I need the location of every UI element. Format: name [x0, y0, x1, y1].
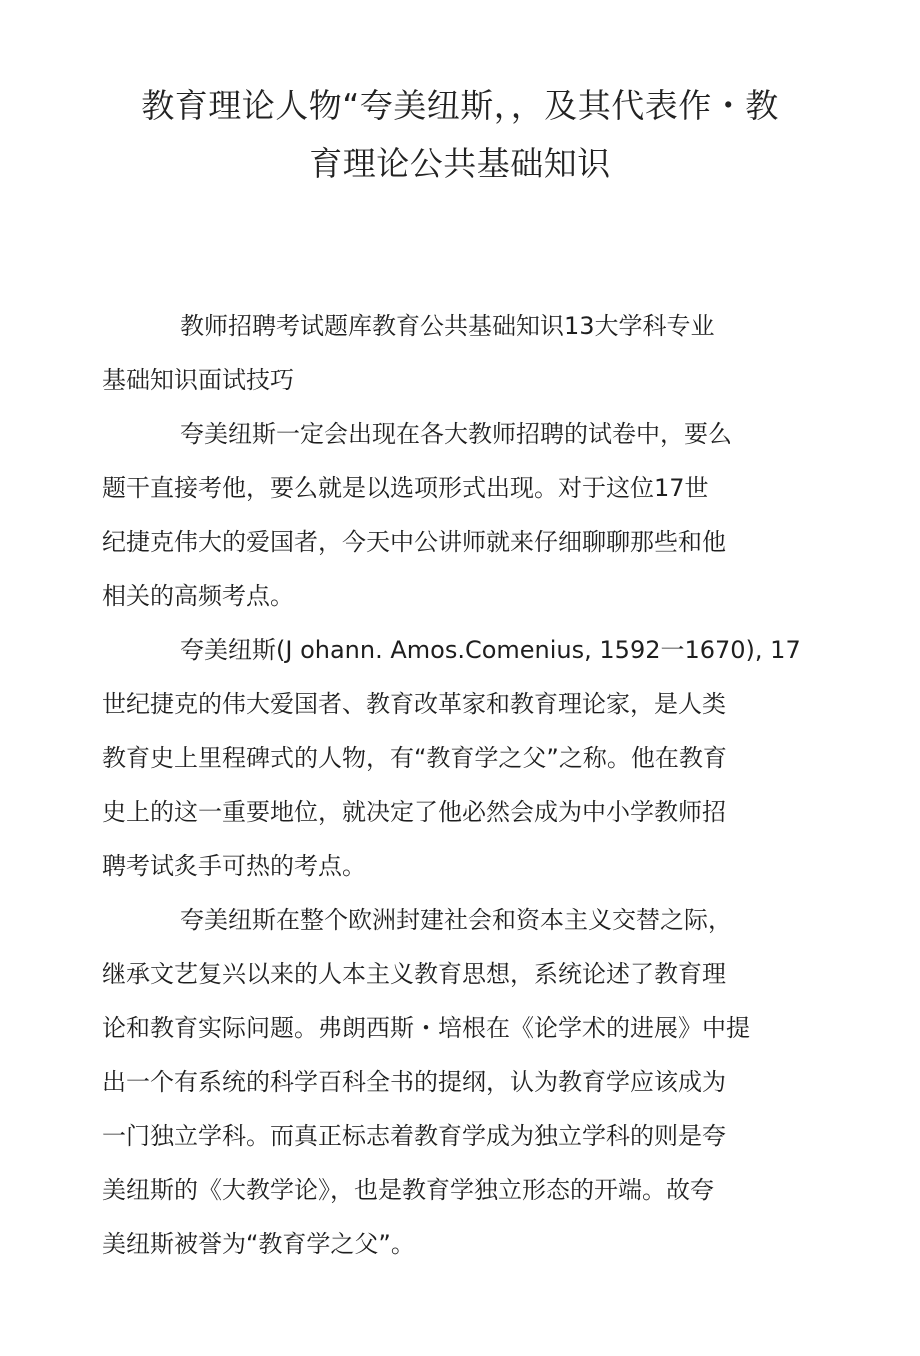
paragraph-2-line-4: 相关的高频考点。	[102, 582, 294, 610]
document-title-line-2: 育理论公共基础知识	[309, 144, 611, 183]
paragraph-4-line-3: 论和教育实际问题。弗朗西斯・培根在《论学术的进展》中提	[102, 1014, 750, 1042]
paragraph-2-line-2: 题干直接考他，要么就是以选项形式出现。对于这位17世	[102, 474, 709, 502]
paragraph-1-line-1: 教师招聘考试题库教育公共基础知识13大学科专业	[180, 312, 715, 340]
paragraph-3-line-1: 夸美纽斯(J ohann. Amos.Comenius, 1592一1670), 17	[180, 636, 801, 664]
paragraph-3-line-2: 世纪捷克的伟大爱国者、教育改革家和教育理论家，是人类	[102, 690, 726, 718]
paragraph-2-line-3: 纪捷克伟大的爱国者，今天中公讲师就来仔细聊聊那些和他	[102, 528, 726, 556]
paragraph-3-line-3: 教育史上里程碑式的人物，有“教育学之父”之称。他在教育	[102, 744, 727, 772]
document-title-line-1: 教育理论人物“夸美纽斯，，及其代表作・教	[141, 86, 779, 125]
paragraph-3-line-5: 聘考试炙手可热的考点。	[102, 852, 366, 880]
paragraph-2-line-1: 夸美纽斯一定会出现在各大教师招聘的试卷中，要么	[180, 420, 732, 448]
paragraph-3-line-4: 史上的这一重要地位，就决定了他必然会成为中小学教师招	[102, 798, 726, 826]
paragraph-4-line-2: 继承文艺复兴以来的人本主义教育思想，系统论述了教育理	[102, 960, 726, 988]
paragraph-4-line-1: 夸美纽斯在整个欧洲封建社会和资本主义交替之际，	[180, 906, 732, 934]
paragraph-4-line-5: 一门独立学科。而真正标志着教育学成为独立学科的则是夸	[102, 1122, 726, 1150]
paragraph-4-line-6: 美纽斯的《大教学论》，也是教育学独立形态的开端。故夸	[102, 1176, 714, 1204]
paragraph-1-line-2: 基础知识面试技巧	[102, 366, 294, 394]
paragraph-4-line-4: 出一个有系统的科学百科全书的提纲，认为教育学应该成为	[102, 1068, 726, 1096]
paragraph-4-line-7: 美纽斯被誉为“教育学之父”。	[102, 1230, 415, 1258]
